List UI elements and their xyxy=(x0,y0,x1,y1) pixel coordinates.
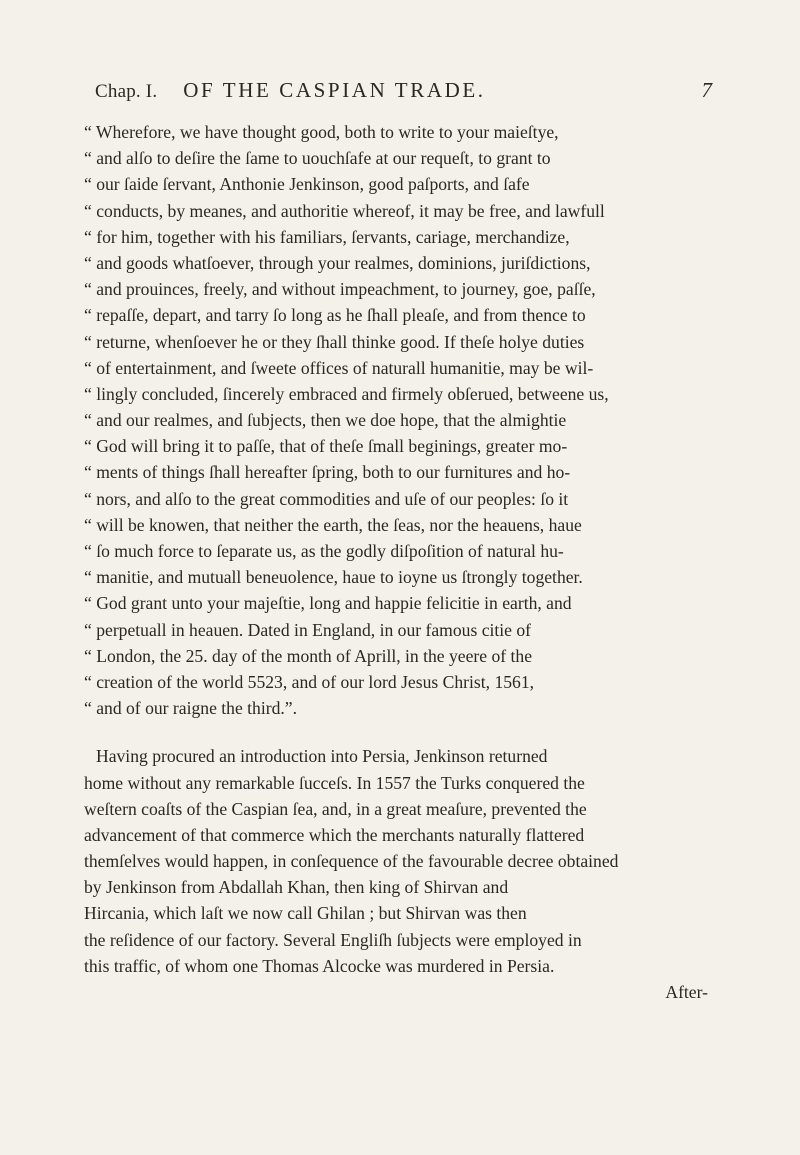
paragraph-line: Hircania, which laſt we now call Ghilan ; but Shirvan was then xyxy=(84,903,527,924)
paragraph-line: the reſidence of our factory. Several Engliſh ſubjects were employed in xyxy=(84,929,582,950)
paragraph-line: advancement of that commerce which the merchants naturally flattered xyxy=(84,824,585,845)
quote-line: “ conducts, by meanes, and authoritie whereof, it may be free, and lawfull xyxy=(84,200,605,221)
running-title: OF THE CASPIAN TRADE. xyxy=(183,78,486,102)
body-text xyxy=(84,119,712,1005)
paragraph-line xyxy=(84,743,712,769)
quote-line: “ lingly concluded, ſincerely embraced and firmely obſerued, betweene us, xyxy=(84,383,609,404)
letter-quotation xyxy=(84,119,712,721)
narrative-paragraph xyxy=(84,743,712,1005)
quote-line: “ nors, and alſo to the great commodities and uſe of our peoples: ſo it xyxy=(84,488,569,509)
quote-line: “ of entertainment, and ſweete offices of naturall humanitie, may be wil- xyxy=(84,357,594,378)
quote-line: “ and alſo to deſire the ſame to uouchſafe at our requeſt, to grant to xyxy=(84,148,551,169)
quote-line: “ creation of the world 5523, and of our lord Jesus Christ, 1561, xyxy=(84,671,535,692)
quote-line: “ manitie, and mutuall beneuolence, haue to ioyne us ſtrongly together. xyxy=(84,567,583,588)
quote-line: “ London, the 25. day of the month of Aprill, in the yeere of the xyxy=(84,645,533,666)
quote-line: “ will be knowen, that neither the earth, the ſeas, nor the heauens, haue xyxy=(84,514,582,535)
paragraph-line: this traffic, of whom one Thomas Alcocke was murdered in Persia. xyxy=(84,955,555,976)
quote-line: “ and of our raigne the third.”. xyxy=(84,698,297,719)
quote-line: “ ments of things ſhall hereafter ſpring, both to our furnitures and ho- xyxy=(84,462,571,483)
paragraph-gap xyxy=(84,721,712,743)
quote-line: “ and goods whatſoever, through your realmes, dominions, juriſdictions, xyxy=(84,252,591,273)
quote-line: “ our ſaide ſervant, Anthonie Jenkinson, good paſports, and ſafe xyxy=(84,174,530,195)
quote-line: “ for him, together with his familiars, ſervants, cariage, merchandize, xyxy=(84,226,570,247)
quote-line: “ perpetuall in heauen. Dated in England, in our famous citie of xyxy=(84,619,532,640)
paragraph-line: home without any remarkable ſucceſs. In 1557 the Turks conquered the xyxy=(84,772,585,793)
paragraph-line: weſtern coaſts of the Caspian ſea, and, in a great meaſure, prevented the xyxy=(84,798,587,819)
quote-line: “ God grant unto your majeſtie, long and happie felicitie in earth, and xyxy=(84,593,572,614)
paragraph-line: by Jenkinson from Abdallah Khan, then king of Shirvan and xyxy=(84,877,509,898)
quote-line: “ and our realmes, and ſubjects, then we doe hope, that the almightie xyxy=(84,410,567,431)
quote-line: “ returne, whenſoever he or they ſhall thinke good. If theſe holye duties xyxy=(84,331,585,352)
quote-line: “ and prouinces, freely, and without impeachment, to journey, goe, paſſe, xyxy=(84,279,596,300)
chapter-label: Chap. I. xyxy=(95,81,158,102)
running-header xyxy=(95,78,712,114)
quote-line: “ Wherefore, we have thought good, both to write to your maieſtye, xyxy=(84,122,559,142)
paragraph-line: themſelves would happen, in conſequence of the favourable decree obtained xyxy=(84,851,619,872)
paragraph-line-text: Having procured an introduction into Persia, Jenkinson returned xyxy=(96,746,548,767)
page-number: 7 xyxy=(701,78,712,102)
quote-line: “ God will bring it to paſſe, that of theſe ſmall beginings, greater mo- xyxy=(84,436,568,457)
quote-line: “ repaſſe, depart, and tarry ſo long as he ſhall pleaſe, and from thence to xyxy=(84,305,586,326)
quote-line: “ ſo much force to ſeparate us, as the godly diſpoſition of natural hu- xyxy=(84,541,564,561)
catchword: After- xyxy=(665,982,708,1002)
